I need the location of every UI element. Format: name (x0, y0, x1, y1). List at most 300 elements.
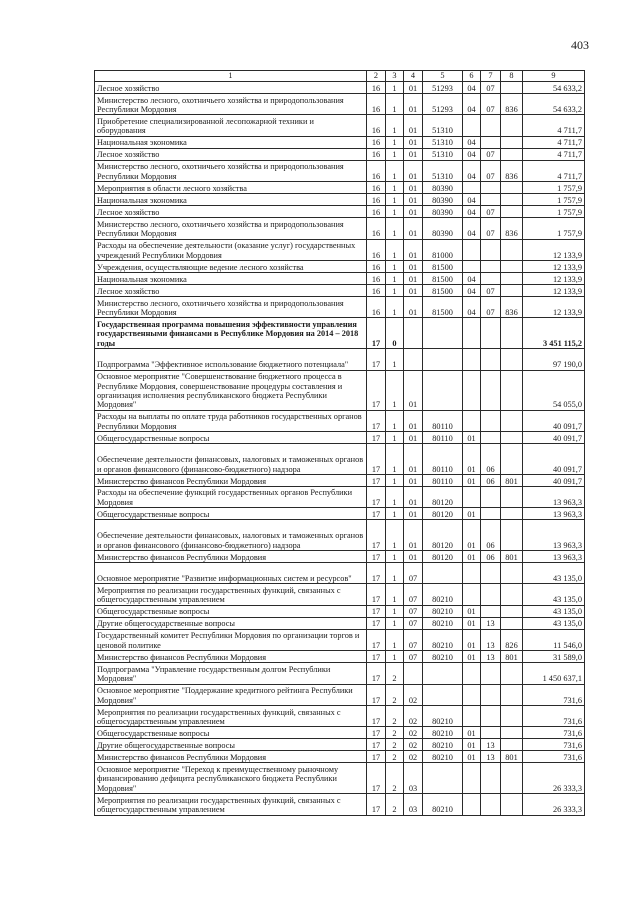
code-cell (463, 115, 481, 136)
code-cell: 04 (463, 136, 481, 148)
amount-cell: 26 333,3 (523, 763, 585, 794)
code-cell (501, 148, 523, 160)
row-name-cell: Другие общегосударственные вопросы (95, 617, 367, 629)
code-cell: 1 (386, 629, 404, 650)
table-row (95, 605, 585, 617)
table-row (95, 218, 585, 239)
code-cell: 01 (404, 296, 423, 317)
row-name-cell: Основное мероприятие "Переход к преимущественному рыночному финансированию дефицита республиканского бюджета Республики Мордовия" (95, 763, 367, 794)
code-cell: 13 (481, 751, 501, 763)
code-cell (463, 349, 481, 370)
code-cell (481, 763, 501, 794)
code-cell (481, 349, 501, 370)
code-cell (463, 182, 481, 194)
code-cell: 1 (386, 136, 404, 148)
code-cell: 80210 (423, 727, 463, 739)
code-cell: 01 (404, 260, 423, 272)
code-cell: 1 (386, 474, 404, 486)
code-cell: 1 (386, 296, 404, 317)
row-name-cell: Мероприятия по реализации государственных функций, связанных с общегосударственным управлением (95, 584, 367, 605)
row-name-cell: Другие общегосударственные вопросы (95, 739, 367, 751)
code-cell (463, 318, 481, 349)
code-cell (501, 584, 523, 605)
code-cell: 2 (386, 751, 404, 763)
amount-cell: 43 135,0 (523, 563, 585, 584)
row-name-cell: Основное мероприятие "Развитие информационных систем и ресурсов" (95, 563, 367, 584)
code-cell: 1 (386, 617, 404, 629)
code-cell: 16 (367, 148, 386, 160)
code-cell: 80210 (423, 605, 463, 617)
code-cell (501, 520, 523, 551)
code-cell: 01 (463, 651, 481, 663)
code-cell: 0 (386, 318, 404, 349)
code-cell: 16 (367, 296, 386, 317)
table-row (95, 794, 585, 815)
code-cell: 04 (463, 94, 481, 115)
code-cell: 17 (367, 763, 386, 794)
code-cell (501, 260, 523, 272)
code-cell (481, 584, 501, 605)
code-cell (501, 318, 523, 349)
table-row (95, 94, 585, 115)
table-row (95, 148, 585, 160)
header-cell: 8 (501, 71, 523, 82)
code-cell: 01 (463, 605, 481, 617)
code-cell: 06 (481, 444, 501, 475)
code-cell: 07 (481, 218, 501, 239)
code-cell (501, 444, 523, 475)
amount-cell: 1 757,9 (523, 194, 585, 206)
code-cell: 01 (463, 739, 481, 751)
row-name-cell: Общегосударственные вопросы (95, 605, 367, 617)
table-row (95, 751, 585, 763)
code-cell (423, 370, 463, 410)
code-cell: 80390 (423, 194, 463, 206)
table-row (95, 182, 585, 194)
code-cell (404, 663, 423, 684)
code-cell: 1 (386, 605, 404, 617)
table-row (95, 349, 585, 370)
code-cell: 16 (367, 260, 386, 272)
code-cell: 17 (367, 727, 386, 739)
code-cell: 07 (481, 206, 501, 218)
row-name-cell: Мероприятия по реализации государственных функций, связанных с общегосударственным управлением (95, 794, 367, 815)
row-name-cell: Министерство финансов Республики Мордовия (95, 751, 367, 763)
code-cell: 51293 (423, 82, 463, 94)
table-row (95, 444, 585, 475)
code-cell (501, 706, 523, 727)
code-cell: 801 (501, 651, 523, 663)
table-row (95, 651, 585, 663)
code-cell (481, 115, 501, 136)
code-cell: 80120 (423, 520, 463, 551)
code-cell: 04 (463, 206, 481, 218)
code-cell: 1 (386, 182, 404, 194)
code-cell: 1 (386, 486, 404, 507)
code-cell: 01 (463, 727, 481, 739)
code-cell (501, 684, 523, 705)
amount-cell: 731,6 (523, 727, 585, 739)
code-cell: 16 (367, 239, 386, 260)
amount-cell: 13 963,3 (523, 486, 585, 507)
code-cell: 04 (463, 160, 481, 181)
code-cell: 01 (404, 218, 423, 239)
code-cell: 80210 (423, 706, 463, 727)
amount-cell: 13 963,3 (523, 520, 585, 551)
code-cell: 07 (481, 94, 501, 115)
code-cell (463, 239, 481, 260)
code-cell: 1 (386, 508, 404, 520)
code-cell (463, 684, 481, 705)
amount-cell: 4 711,7 (523, 115, 585, 136)
code-cell: 01 (463, 617, 481, 629)
code-cell: 04 (463, 194, 481, 206)
table-row (95, 629, 585, 650)
code-cell: 13 (481, 739, 501, 751)
amount-cell: 40 091,7 (523, 432, 585, 444)
row-name-cell: Мероприятия в области лесного хозяйства (95, 182, 367, 194)
amount-cell: 12 133,9 (523, 284, 585, 296)
code-cell: 04 (463, 272, 481, 284)
row-name-cell: Министерство финансов Республики Мордовия (95, 651, 367, 663)
code-cell (423, 349, 463, 370)
amount-cell: 54 055,0 (523, 370, 585, 410)
code-cell: 80210 (423, 751, 463, 763)
row-name-cell: Лесное хозяйство (95, 148, 367, 160)
row-name-cell: Министерство лесного, охотничьего хозяйства и природопользования Республики Мордовия (95, 160, 367, 181)
code-cell: 1 (386, 432, 404, 444)
table-header-row (95, 71, 585, 82)
table-row (95, 432, 585, 444)
row-name-cell: Общегосударственные вопросы (95, 727, 367, 739)
table-row (95, 508, 585, 520)
code-cell: 17 (367, 349, 386, 370)
code-cell: 51310 (423, 136, 463, 148)
code-cell (423, 563, 463, 584)
budget-table (94, 70, 585, 816)
table-body (95, 71, 585, 816)
row-name-cell: Основное мероприятие "Поддержание кредитного рейтинга Республики Мордовия" (95, 684, 367, 705)
code-cell: 836 (501, 160, 523, 181)
code-cell: 1 (386, 284, 404, 296)
code-cell: 07 (404, 629, 423, 650)
row-name-cell: Национальная экономика (95, 194, 367, 206)
code-cell (404, 349, 423, 370)
code-cell: 17 (367, 663, 386, 684)
code-cell: 07 (404, 563, 423, 584)
code-cell: 01 (404, 551, 423, 563)
code-cell: 1 (386, 194, 404, 206)
row-name-cell: Обеспечение деятельности финансовых, налоговых и таможенных органов и органов финансового (финансово-бюджетного) надзора (95, 444, 367, 475)
code-cell: 17 (367, 520, 386, 551)
code-cell: 01 (404, 194, 423, 206)
row-name-cell: Министерство финансов Республики Мордовия (95, 551, 367, 563)
code-cell (463, 260, 481, 272)
code-cell (481, 663, 501, 684)
code-cell: 2 (386, 794, 404, 815)
code-cell: 16 (367, 194, 386, 206)
row-name-cell: Лесное хозяйство (95, 206, 367, 218)
code-cell (501, 432, 523, 444)
code-cell (501, 739, 523, 751)
amount-cell: 1 757,9 (523, 206, 585, 218)
code-cell (481, 684, 501, 705)
code-cell: 01 (404, 486, 423, 507)
code-cell: 01 (404, 444, 423, 475)
amount-cell: 12 133,9 (523, 239, 585, 260)
code-cell: 80390 (423, 206, 463, 218)
row-name-cell: Расходы на выплаты по оплате труда работников государственных органов Республики Мордовия (95, 410, 367, 431)
amount-cell: 731,6 (523, 684, 585, 705)
code-cell: 80390 (423, 218, 463, 239)
amount-cell: 13 963,3 (523, 508, 585, 520)
code-cell: 17 (367, 584, 386, 605)
header-cell: 4 (404, 71, 423, 82)
row-name-cell: Общегосударственные вопросы (95, 432, 367, 444)
code-cell: 17 (367, 410, 386, 431)
code-cell: 16 (367, 272, 386, 284)
code-cell: 1 (386, 82, 404, 94)
code-cell (463, 794, 481, 815)
table-row (95, 486, 585, 507)
table-row (95, 763, 585, 794)
row-name-cell: Национальная экономика (95, 272, 367, 284)
header-cell: 6 (463, 71, 481, 82)
code-cell (463, 763, 481, 794)
code-cell (463, 584, 481, 605)
table-row (95, 663, 585, 684)
amount-cell: 731,6 (523, 739, 585, 751)
table-row (95, 296, 585, 317)
table-row (95, 206, 585, 218)
code-cell: 1 (386, 148, 404, 160)
code-cell: 836 (501, 94, 523, 115)
row-name-cell: Государственный комитет Республики Мордовия по организации торгов и ценовой политике (95, 629, 367, 650)
code-cell: 17 (367, 617, 386, 629)
code-cell: 1 (386, 520, 404, 551)
code-cell: 17 (367, 551, 386, 563)
code-cell: 2 (386, 684, 404, 705)
code-cell (481, 794, 501, 815)
code-cell: 13 (481, 617, 501, 629)
code-cell (423, 663, 463, 684)
code-cell: 01 (404, 94, 423, 115)
code-cell: 1 (386, 410, 404, 431)
code-cell: 17 (367, 563, 386, 584)
code-cell (501, 486, 523, 507)
header-cell: 3 (386, 71, 404, 82)
table-row (95, 239, 585, 260)
code-cell: 03 (404, 763, 423, 794)
table-row (95, 272, 585, 284)
code-cell: 17 (367, 444, 386, 475)
row-name-cell: Министерство лесного, охотничьего хозяйства и природопользования Республики Мордовия (95, 218, 367, 239)
code-cell (481, 370, 501, 410)
code-cell (501, 349, 523, 370)
code-cell: 1 (386, 272, 404, 284)
code-cell (463, 563, 481, 584)
table-row (95, 82, 585, 94)
amount-cell: 40 091,7 (523, 410, 585, 431)
amount-cell: 1 450 637,1 (523, 663, 585, 684)
row-name-cell: Мероприятия по реализации государственных функций, связанных с общегосударственным управлением (95, 706, 367, 727)
code-cell (463, 370, 481, 410)
code-cell: 01 (463, 508, 481, 520)
code-cell (501, 272, 523, 284)
code-cell: 51310 (423, 115, 463, 136)
code-cell: 17 (367, 605, 386, 617)
amount-cell: 3 451 115,2 (523, 318, 585, 349)
code-cell (501, 605, 523, 617)
code-cell: 2 (386, 727, 404, 739)
code-cell: 2 (386, 663, 404, 684)
code-cell (463, 706, 481, 727)
code-cell: 17 (367, 432, 386, 444)
code-cell: 07 (481, 296, 501, 317)
row-name-cell: Основное мероприятие "Совершенствование бюджетного процесса в Республике Мордовия, совершенствование процедуры составления и организация исполнения республиканского бюджета Республики Мордовия" (95, 370, 367, 410)
row-name-cell: Лесное хозяйство (95, 284, 367, 296)
code-cell (481, 260, 501, 272)
row-name-cell: Подпрограмма "Эффективное использование бюджетного потенциала" (95, 349, 367, 370)
code-cell: 836 (501, 296, 523, 317)
code-cell: 80120 (423, 486, 463, 507)
code-cell: 06 (481, 474, 501, 486)
table-row (95, 284, 585, 296)
code-cell: 80210 (423, 739, 463, 751)
code-cell: 01 (404, 474, 423, 486)
table-row (95, 563, 585, 584)
code-cell: 04 (463, 82, 481, 94)
code-cell: 81000 (423, 239, 463, 260)
code-cell: 01 (463, 751, 481, 763)
code-cell: 1 (386, 563, 404, 584)
code-cell: 07 (481, 284, 501, 296)
code-cell: 80210 (423, 651, 463, 663)
code-cell: 02 (404, 684, 423, 705)
row-name-cell: Министерство лесного, охотничьего хозяйства и природопользования Республики Мордовия (95, 94, 367, 115)
code-cell (463, 663, 481, 684)
code-cell: 01 (463, 551, 481, 563)
code-cell: 07 (404, 617, 423, 629)
code-cell: 51293 (423, 94, 463, 115)
row-name-cell: Государственная программа повышения эффективности управления государственными финансами в Республике Мордовия на 2014 – 2018 годы (95, 318, 367, 349)
amount-cell: 1 757,9 (523, 218, 585, 239)
code-cell (501, 727, 523, 739)
amount-cell: 1 757,9 (523, 182, 585, 194)
code-cell: 01 (404, 82, 423, 94)
code-cell: 01 (404, 115, 423, 136)
code-cell: 80110 (423, 432, 463, 444)
code-cell: 826 (501, 629, 523, 650)
code-cell: 01 (463, 474, 481, 486)
code-cell: 16 (367, 82, 386, 94)
amount-cell: 31 589,0 (523, 651, 585, 663)
code-cell: 04 (463, 218, 481, 239)
table-row (95, 520, 585, 551)
code-cell: 07 (404, 584, 423, 605)
code-cell: 17 (367, 629, 386, 650)
table-row (95, 160, 585, 181)
row-name-cell: Приобретение специализированной лесопожарной техники и оборудования (95, 115, 367, 136)
code-cell (481, 194, 501, 206)
code-cell: 80210 (423, 584, 463, 605)
code-cell: 01 (404, 284, 423, 296)
code-cell: 17 (367, 318, 386, 349)
header-cell: 9 (523, 71, 585, 82)
code-cell (481, 508, 501, 520)
table-row (95, 706, 585, 727)
code-cell (481, 563, 501, 584)
code-cell (501, 617, 523, 629)
row-name-cell: Лесное хозяйство (95, 82, 367, 94)
code-cell: 01 (404, 520, 423, 551)
table-row (95, 584, 585, 605)
code-cell: 1 (386, 94, 404, 115)
code-cell: 06 (481, 520, 501, 551)
code-cell (423, 684, 463, 705)
row-name-cell: Общегосударственные вопросы (95, 508, 367, 520)
header-cell: 1 (95, 71, 367, 82)
code-cell: 80210 (423, 629, 463, 650)
code-cell: 01 (404, 136, 423, 148)
code-cell: 16 (367, 284, 386, 296)
code-cell: 2 (386, 706, 404, 727)
amount-cell: 43 135,0 (523, 605, 585, 617)
code-cell: 1 (386, 444, 404, 475)
code-cell (501, 508, 523, 520)
code-cell: 1 (386, 370, 404, 410)
code-cell: 16 (367, 182, 386, 194)
amount-cell: 12 133,9 (523, 272, 585, 284)
header-cell: 7 (481, 71, 501, 82)
code-cell: 2 (386, 763, 404, 794)
code-cell: 51310 (423, 160, 463, 181)
row-name-cell: Министерство лесного, охотничьего хозяйства и природопользования Республики Мордовия (95, 296, 367, 317)
code-cell: 07 (481, 160, 501, 181)
table-row (95, 739, 585, 751)
code-cell (501, 136, 523, 148)
code-cell: 16 (367, 160, 386, 181)
amount-cell: 12 133,9 (523, 296, 585, 317)
code-cell (501, 794, 523, 815)
row-name-cell: Министерство финансов Республики Мордовия (95, 474, 367, 486)
code-cell (501, 115, 523, 136)
table-row (95, 115, 585, 136)
code-cell (501, 194, 523, 206)
code-cell (481, 410, 501, 431)
amount-cell: 40 091,7 (523, 444, 585, 475)
code-cell (481, 272, 501, 284)
code-cell: 801 (501, 551, 523, 563)
code-cell: 80210 (423, 794, 463, 815)
code-cell: 07 (481, 82, 501, 94)
code-cell (501, 410, 523, 431)
amount-cell: 4 711,7 (523, 136, 585, 148)
code-cell (481, 136, 501, 148)
amount-cell: 4 711,7 (523, 160, 585, 181)
code-cell: 17 (367, 684, 386, 705)
code-cell: 01 (463, 432, 481, 444)
table-row (95, 410, 585, 431)
code-cell: 81500 (423, 284, 463, 296)
code-cell: 80390 (423, 182, 463, 194)
code-cell: 1 (386, 651, 404, 663)
code-cell: 16 (367, 94, 386, 115)
code-cell: 801 (501, 751, 523, 763)
amount-cell: 13 963,3 (523, 551, 585, 563)
code-cell: 07 (404, 651, 423, 663)
code-cell: 01 (404, 182, 423, 194)
